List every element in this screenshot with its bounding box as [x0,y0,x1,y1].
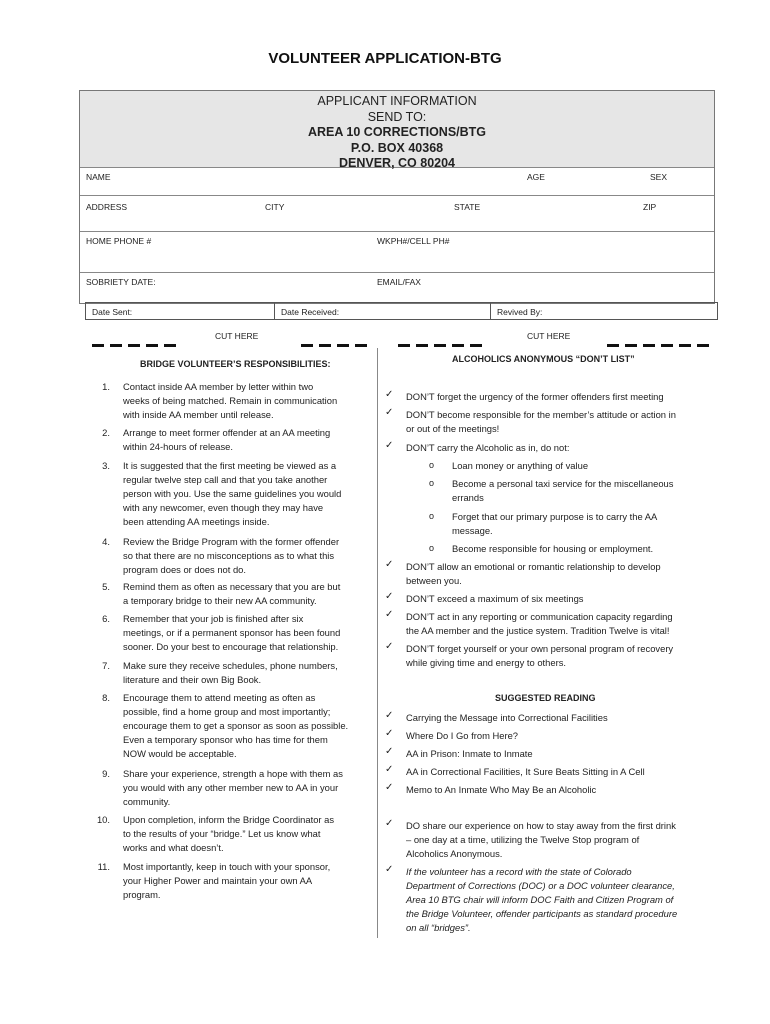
list-item-text: Make sure they receive schedules, phone numbers, [123,660,338,671]
list-item-text: NOW would be acceptable. [123,748,237,759]
sobriety-row[interactable] [80,273,714,303]
cut-line [92,334,182,337]
list-item-text: encourage them to get a sponsor as soon as possible. [123,720,349,731]
list-item-text: Encourage them to attend meeting as often as [123,692,316,703]
list-item-text: Area 10 BTG chair will inform DOC Faith and Citizen Program of [406,894,674,905]
list-item-text: within 24-hours of release. [123,441,233,452]
zip-label: ZIP [643,202,657,212]
check-icon: ✓ [385,389,394,400]
list-item-text: literature and their own Big Book. [123,674,262,685]
list-item-text: message. [452,525,493,536]
name-row[interactable] [80,168,714,196]
name-label: NAME [86,172,111,182]
header-line: P.O. BOX 40368 [350,140,444,155]
list-item-text: with inside AA member until release. [123,409,274,420]
list-item-text: – one day at a time, utilizing the Twelve Stop program of [406,834,640,845]
item-number: 1. [102,381,110,392]
item-number: 2. [102,427,110,438]
cut-line [301,334,373,337]
cut-line [398,334,488,337]
date-received-label: Date Received: [281,307,340,317]
item-number: 9. [102,768,110,779]
applicant-form [79,90,715,304]
list-item-text: Where Do I Go from Here? [406,730,519,741]
list-item-text: If the volunteer has a record with the state of Colorado [406,866,632,877]
list-item-text: DON’T act in any reporting or communication capacity regarding [406,611,673,622]
list-item-text: between you. [406,575,462,586]
list-item-text: so that there are no misconceptions as to what this [123,550,335,561]
sex-label: SEX [650,172,668,182]
list-item-text: Memo to An Inmate Who May Be an Alcoholic [406,784,597,795]
check-icon: ✓ [385,864,394,875]
list-item-text: Review the Bridge Program with the former offender [123,536,340,547]
applicant-info-header [80,91,714,168]
list-item-text: Upon completion, inform the Bridge Coordinator as [123,814,335,825]
item-number: 8. [102,692,110,703]
header-line: SEND TO: [367,109,427,124]
header-line: APPLICANT INFORMATION [317,94,477,108]
list-item-text: DON’T carry the Alcoholic as in, do not: [406,442,570,453]
list-item-text: Share your experience, strength a hope with them as [123,768,343,779]
bullet-icon: o [429,478,435,488]
address-label: ADDRESS [86,202,128,212]
item-number: 5. [102,581,110,592]
list-item-text: DO share our experience on how to stay away from the first drink [406,820,676,831]
phone-row[interactable] [80,232,714,273]
list-item-text: meetings, or if a permanent sponsor has been found [123,627,341,638]
check-icon: ✓ [385,559,394,570]
page-title: VOLUNTEER APPLICATION-BTG [268,50,502,67]
list-item-text: the Bridge Volunteer, offender participants as standard procedure [406,908,678,919]
check-icon: ✓ [385,782,394,793]
list-item-text: Remind them as often as necessary that you are but [123,581,341,592]
column-divider [377,348,378,938]
list-item-text: Alcoholics Anonymous. [406,848,503,859]
list-item-text: Contact inside AA member by letter within two [123,381,314,392]
list-item-text: or out of the meetings! [406,423,500,434]
state-label: STATE [454,202,481,212]
list-item-text: Forget that our primary purpose is to carry the AA [452,511,658,522]
city-label: CITY [265,202,285,212]
check-icon: ✓ [385,407,394,418]
cut-here-label: CUT HERE [527,331,571,341]
list-item-text: a temporary bridge to their new AA community. [123,595,317,606]
list-item-text: Most importantly, keep in touch with your sponsor, [123,861,331,872]
list-item-text: on all “bridges”. [406,922,471,933]
header-line: DENVER, CO 80204 [338,156,456,170]
list-item-text: DON’T forget yourself or your own personal program of recovery [406,643,674,654]
item-number: 11. [97,861,110,872]
list-item-text: DON’T allow an emotional or romantic relationship to develop [406,561,661,572]
address-row[interactable] [80,196,714,232]
item-number: 4. [102,536,110,547]
list-item-text: your Higher Power and maintain your own AA [123,875,313,886]
list-item-text: sooner. Do your best to encourage that relationship. [123,641,339,652]
list-item-text: program does or does not do. [123,564,246,575]
sobriety-date-label: SOBRIETY DATE: [86,277,156,287]
revived-by-label: Revived By: [497,307,543,317]
list-item-text: Arrange to meet former offender at an AA meeting [123,427,331,438]
list-item-text: DON’T exceed a maximum of six meetings [406,593,584,604]
work-phone-label: WKPH#/CELL PH# [377,236,450,246]
office-use-row [85,302,718,320]
list-item-text: Even a temporary sponsor who has time for them [123,734,328,745]
list-item-text: Become responsible for housing or employment. [452,543,654,554]
list-item-text: AA in Correctional Facilities, It Sure Beats Sitting in A Cell [406,766,645,777]
list-item-text: community. [123,796,171,807]
list-item-text: DON’T forget the urgency of the former offenders first meeting [406,391,664,402]
check-icon: ✓ [385,641,394,652]
list-item-text: regular twelve step call and that you take another [123,474,328,485]
dont-list-heading: ALCOHOLICS ANONYMOUS “DON’T LIST” [452,354,635,364]
check-icon: ✓ [385,440,394,451]
check-icon: ✓ [385,728,394,739]
check-icon: ✓ [385,710,394,721]
list-item-text: while giving time and energy to others. [406,657,566,668]
list-item-text: It is suggested that the first meeting be viewed as a [123,460,337,471]
cut-here-label: CUT HERE [215,331,259,341]
item-number: 3. [102,460,110,471]
bullet-icon: o [429,460,435,470]
list-item-text: you would with any other member new to AA in your [123,782,339,793]
list-item-text: Loan money or anything of value [452,460,589,471]
email-label: EMAIL/FAX [377,277,421,287]
list-item-text: program. [123,889,161,900]
list-item-text: Become a personal taxi service for the miscellaneous [452,478,674,489]
header-line: AREA 10 CORRECTIONS/BTG [307,125,487,139]
bullet-icon: o [429,511,435,521]
list-item-text: possible, find a home group and most importantly; [123,706,331,717]
list-item-text: to the results of your “bridge.” Let us know what [123,828,321,839]
list-item-text: the AA member and the justice system. Tradition Twelve is vital! [406,625,670,636]
bullet-icon: o [429,543,435,553]
item-number: 7. [102,660,110,671]
list-item-text: weeks of being matched. Remain in communication [123,395,338,406]
list-item-text: Carrying the Message into Correctional Facilities [406,712,608,723]
suggested-reading-heading: SUGGESTED READING [495,693,596,703]
age-label: AGE [527,172,545,182]
check-icon: ✓ [385,764,394,775]
check-icon: ✓ [385,746,394,757]
responsibilities-heading: BRIDGE VOLUNTEER’S RESPONSIBILITIES: [140,359,331,369]
list-item-text: DON’T become responsible for the member’s attitude or action in [406,409,676,420]
item-number: 10. [96,814,110,825]
list-item-text: with any newcomer, even though they may have [123,502,324,513]
check-icon: ✓ [385,591,394,602]
list-item-text: errands [452,492,484,503]
cut-line [607,334,715,337]
list-item-text: Department of Corrections (DOC) or a DOC volunteer clearance, [406,880,675,891]
list-item-text: been attending AA meetings inside. [123,516,270,527]
check-icon: ✓ [385,818,394,829]
item-number: 6. [102,613,110,624]
list-item-text: works and what doesn’t. [123,842,224,853]
home-phone-label: HOME PHONE # [86,236,152,246]
date-sent-label: Date Sent: [92,307,133,317]
list-item-text: AA in Prison: Inmate to Inmate [406,748,533,759]
check-icon: ✓ [385,609,394,620]
list-item-text: person with you. Use the same guidelines you would [123,488,342,499]
list-item-text: Remember that your job is finished after six [123,613,304,624]
